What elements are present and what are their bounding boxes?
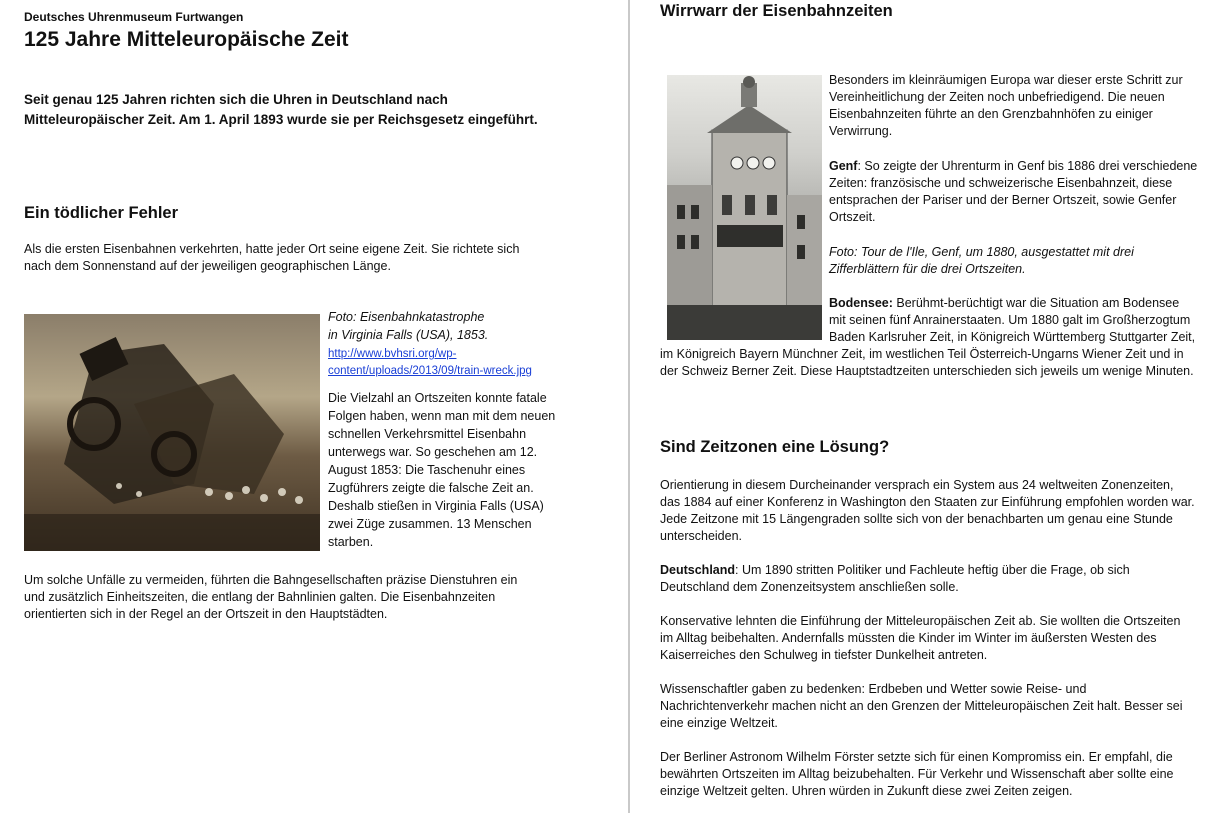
foerster-paragraph: Der Berliner Astronom Wilhelm Förster setzte sich für einen Kompromiss ein. Er empfahl, die bewährten Ortszeiten im Alltag beizubehalten. Für Verkehr und Wissenschaft aber sollte eine einzige Weltzeit gelten. Uhren würden in Zukunft diese zwei Zeiten zeigen.	[660, 750, 1174, 798]
deutschland-label: Deutschland	[660, 563, 736, 577]
section-fehler-intro: Als die ersten Eisenbahnen verkehrten, hatte jeder Ort seine eigene Zeit. Sie richtete sich nach dem Sonnenstand auf der jeweiligen geographischen Länge.	[24, 242, 520, 273]
section-heading-zeitzonen: Sind Zeitzonen eine Lösung?	[660, 438, 890, 456]
genf-paragraph	[829, 158, 1199, 226]
wreck-caption-line2: in Virginia Falls (USA), 1853.	[328, 328, 489, 342]
museum-name: Deutsches Uhrenmuseum Furtwangen	[24, 10, 244, 24]
wreck-body-text: Die Vielzahl an Ortszeiten konnte fatale Folgen haben, wenn man mit dem neuen schnellen Verkehrsmittel Eisenbahn unterwegs war. So geschehen am 12. August 1853: Die Taschenuhr eines Zugführers zeigte die falsche Zeit an. Deshalb stießen in Virginia Falls (USA) zwei Züge zusammen. 13 Menschen starben.	[328, 391, 556, 549]
wirrwarr-paragraph: Besonders im kleinräumigen Europa war dieser erste Schritt zur Vereinheitlichung der Zeiten noch unbefriedigend. Die neuen Eisenbahnzeiten führte an den Grenzbahnhöfen zu einiger Verwirrung.	[829, 73, 1183, 138]
train-wreck-photo	[24, 314, 320, 551]
konservative-paragraph: Konservative lehnten die Einführung der Mitteleuropäischen Zeit ab. Sie wollten die Ortszeiten im Alltag beibehalten. Andernfalls müssten die Kinder im Winter im äußersten Westen des Kaiserreiches den Schulweg in tiefster Dunkelheit antreten.	[660, 614, 1181, 662]
bodensee-paragraph	[660, 295, 1196, 380]
bodensee-text: Berühmt-berüchtigt war die Situation am Bodensee mit seinen fünf Anrainerstaaten. Um 1880 galt im Großherzogtum Baden Karlsruher Zeit, in Königreich Württemberg Stuttgarter Zeit, im Königreich Bayern Münchner Zeit, im westlichen Teil Österreich-Ungarns Wiener Zeit und in der Schweiz Berner Zeit. Diese Hauptstadtzeiten unterschieden sich jeweils um wenige Minuten.	[660, 296, 1196, 378]
section-heading-wirrwarr: Wirrwarr der Eisenbahnzeiten	[660, 2, 893, 20]
wissenschaftler-paragraph: Wissenschaftler gaben zu bedenken: Erdbeben und Wetter sowie Reise- und Nachrichtenverkehr machen nicht an den Grenzen der Mitteleuropäischen Zeit halt. Besser sei eine einzige Weltzeit.	[660, 682, 1183, 730]
column-divider	[628, 0, 630, 813]
genf-label: Genf	[829, 159, 858, 173]
wreck-url-2[interactable]: content/uploads/2013/09/train-wreck.jpg	[328, 365, 532, 377]
wreck-url-1[interactable]: http://www.bvhsri.org/wp-	[328, 348, 457, 360]
deutschland-paragraph	[660, 562, 1196, 596]
wreck-source-link-line1[interactable]	[328, 345, 568, 363]
train-wreck-illustration	[24, 314, 320, 551]
wreck-caption-line1: Foto: Eisenbahnkatastrophe	[328, 310, 485, 324]
deutschland-text: : Um 1890 stritten Politiker und Fachleute heftig über die Frage, ob sich Deutschland dem Zonenzeitsystem anschließen solle.	[660, 563, 1130, 594]
bodensee-label: Bodensee:	[829, 296, 893, 310]
genf-text: : So zeigte der Uhrenturm in Genf bis 1886 drei verschiedene Zeiten: französische und schweizerische Eisenbahnzeit, diese entsprachen der Pariser und der Berner Ortszeit, sowie Genfer Ortszeit.	[829, 159, 1198, 224]
tower-caption: Foto: Tour de l'Ile, Genf, um 1880, ausgestattet mit drei Zifferblättern für die drei Ortszeiten.	[829, 245, 1134, 276]
section-heading-fehler: Ein tödlicher Fehler	[24, 204, 179, 222]
section-fehler-outro: Um solche Unfälle zu vermeiden, führten die Bahngesellschaften präzise Dienstuhren ein und zusätzlich Einheitszeiten, die entlang der Bahnlinien galten. Die Eisenbahnzeiten orientierten sich in der Regel an der Ortszeit in den Hauptstädten.	[24, 573, 518, 621]
page-title: 125 Jahre Mitteleuropäische Zeit	[24, 28, 349, 51]
wreck-source-link-line2[interactable]	[328, 362, 568, 380]
lead-paragraph: Seit genau 125 Jahren richten sich die Uhren in Deutschland nach Mitteleuropäischer Zeit. Am 1. April 1893 wurde sie per Reichsgesetz eingeführt.	[24, 92, 538, 127]
zeitzonen-paragraph: Orientierung in diesem Durcheinander versprach ein System aus 24 weltweiten Zonenzeiten, das 1884 auf einer Konferenz in Washington den Staaten zur Einführung empfohlen worden war. Jede Zeitzone mit 15 Längengraden sollte sich von der benachbarten um genau eine Stunde unterscheiden.	[660, 478, 1195, 543]
